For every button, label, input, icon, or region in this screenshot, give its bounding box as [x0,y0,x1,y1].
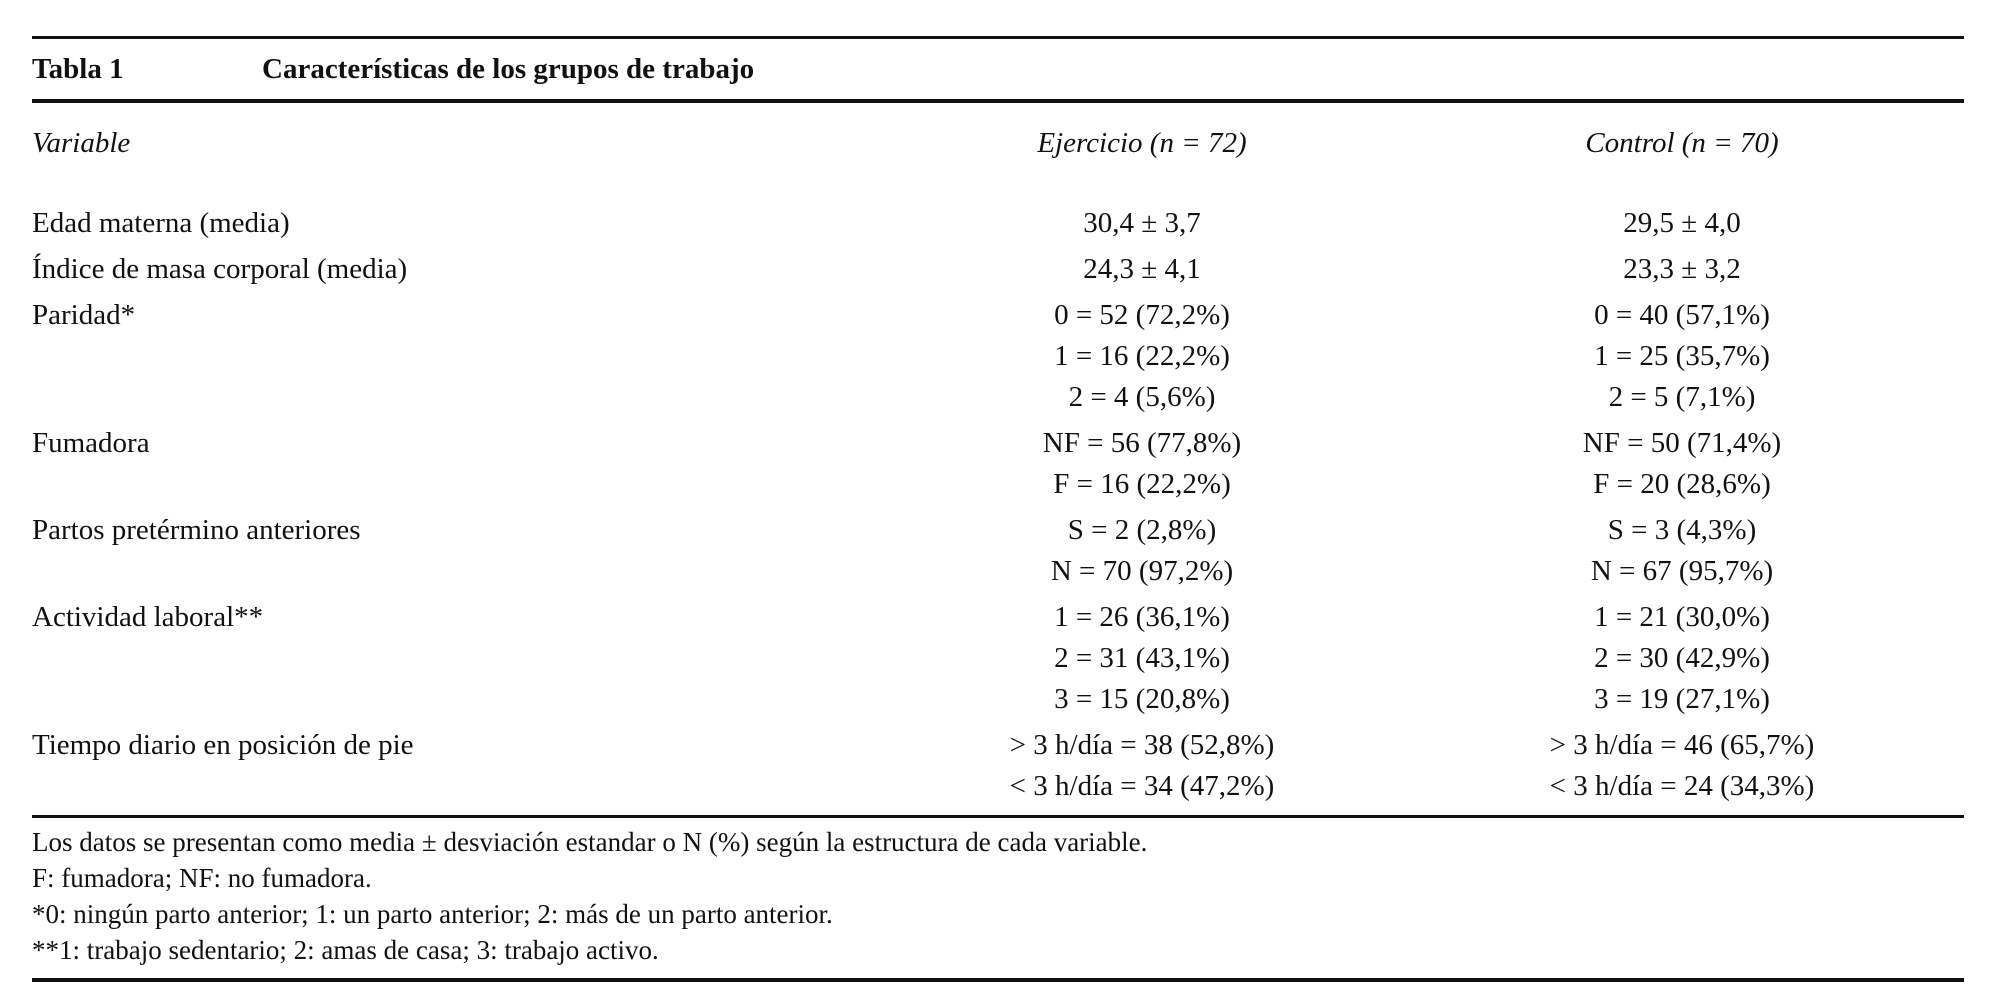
cell-variable: Paridad* [32,299,136,331]
cell-variable: Índice de masa corporal (media) [32,253,408,285]
table-row [32,597,1964,638]
cell-control: S = 3 (4,3%) [1607,514,1757,546]
cell-control: > 3 h/día = 46 (65,7%) [1549,729,1815,761]
cell-variable [32,679,872,720]
note-line: *0: ningún parto anterior; 1: un parto anterior; 2: más de un parto anterior. [32,899,833,929]
table-row [32,464,1964,505]
cell-control: N = 67 (95,7%) [1590,555,1774,587]
cell-control: F = 20 (28,6%) [1593,468,1771,500]
cell-ejercicio: 3 = 15 (20,8%) [1054,683,1230,715]
cell-variable [32,638,872,679]
cell-ejercicio: 30,4 ± 3,7 [1083,207,1201,239]
cell-ejercicio: S = 2 (2,8%) [1067,514,1217,546]
cell-control: 29,5 ± 4,0 [1623,207,1741,239]
cell-ejercicio: < 3 h/día = 34 (47,2%) [1009,770,1275,802]
table-row [32,510,1964,551]
header-control: Control (n = 70) [1585,126,1779,159]
cell-ejercicio: 24,3 ± 4,1 [1083,253,1201,285]
table-row [32,336,1964,377]
cell-ejercicio: NF = 56 (77,8%) [1042,427,1242,459]
cell-control: 2 = 30 (42,9%) [1594,642,1770,674]
note-line: F: fumadora; NF: no fumadora. [32,863,372,893]
cell-ejercicio: > 3 h/día = 38 (52,8%) [1009,729,1275,761]
table-row [32,679,1964,720]
table-row [32,203,1964,244]
cell-ejercicio: 2 = 4 (5,6%) [1068,381,1216,413]
cell-control: 2 = 5 (7,1%) [1608,381,1756,413]
cell-ejercicio: 1 = 16 (22,2%) [1054,340,1230,372]
cell-control: NF = 50 (71,4%) [1582,427,1782,459]
header-ejercicio: Ejercicio (n = 72) [1037,126,1247,159]
cell-ejercicio: 0 = 52 (72,2%) [1054,299,1230,331]
table-body [32,183,1964,807]
cell-ejercicio: 2 = 31 (43,1%) [1054,642,1230,674]
table-row [32,725,1964,766]
cell-control: 3 = 19 (27,1%) [1594,683,1770,715]
cell-variable [32,377,872,418]
table-container [32,36,1964,982]
column-header-row [32,103,1964,183]
cell-variable: Partos pretérmino anteriores [32,514,361,546]
cell-variable: Actividad laboral** [32,601,264,633]
table-notes [32,818,1964,968]
cell-ejercicio: F = 16 (22,2%) [1053,468,1231,500]
cell-variable: Tiempo diario en posición de pie [32,729,414,761]
table-row [32,551,1964,592]
note-line: Los datos se presentan como media ± desviación estandar o N (%) según la estructura de cada variable. [32,827,1148,857]
table-row [32,638,1964,679]
cell-variable [32,551,872,592]
table-row [32,766,1964,807]
cell-ejercicio: 1 = 26 (36,1%) [1054,601,1230,633]
table-label: Tabla 1 [32,52,124,85]
cell-ejercicio: N = 70 (97,2%) [1050,555,1234,587]
header-variable: Variable [32,126,131,159]
cell-variable [32,766,872,807]
cell-control: < 3 h/día = 24 (34,3%) [1549,770,1815,802]
table-title-row [32,39,1964,99]
table-title: Características de los grupos de trabajo [262,52,755,85]
table-row [32,423,1964,464]
note-line: **1: trabajo sedentario; 2: amas de casa; 3: trabajo activo. [32,935,659,965]
cell-control: 0 = 40 (57,1%) [1594,299,1770,331]
table-row [32,249,1964,290]
table-row [32,377,1964,418]
cell-variable [32,336,872,377]
bottom-rule [32,978,1964,982]
cell-control: 1 = 25 (35,7%) [1594,340,1770,372]
cell-control: 23,3 ± 3,2 [1623,253,1741,285]
cell-variable: Fumadora [32,427,150,459]
cell-variable [32,464,872,505]
table-row [32,295,1964,336]
cell-variable: Edad materna (media) [32,207,290,239]
cell-control: 1 = 21 (30,0%) [1594,601,1770,633]
